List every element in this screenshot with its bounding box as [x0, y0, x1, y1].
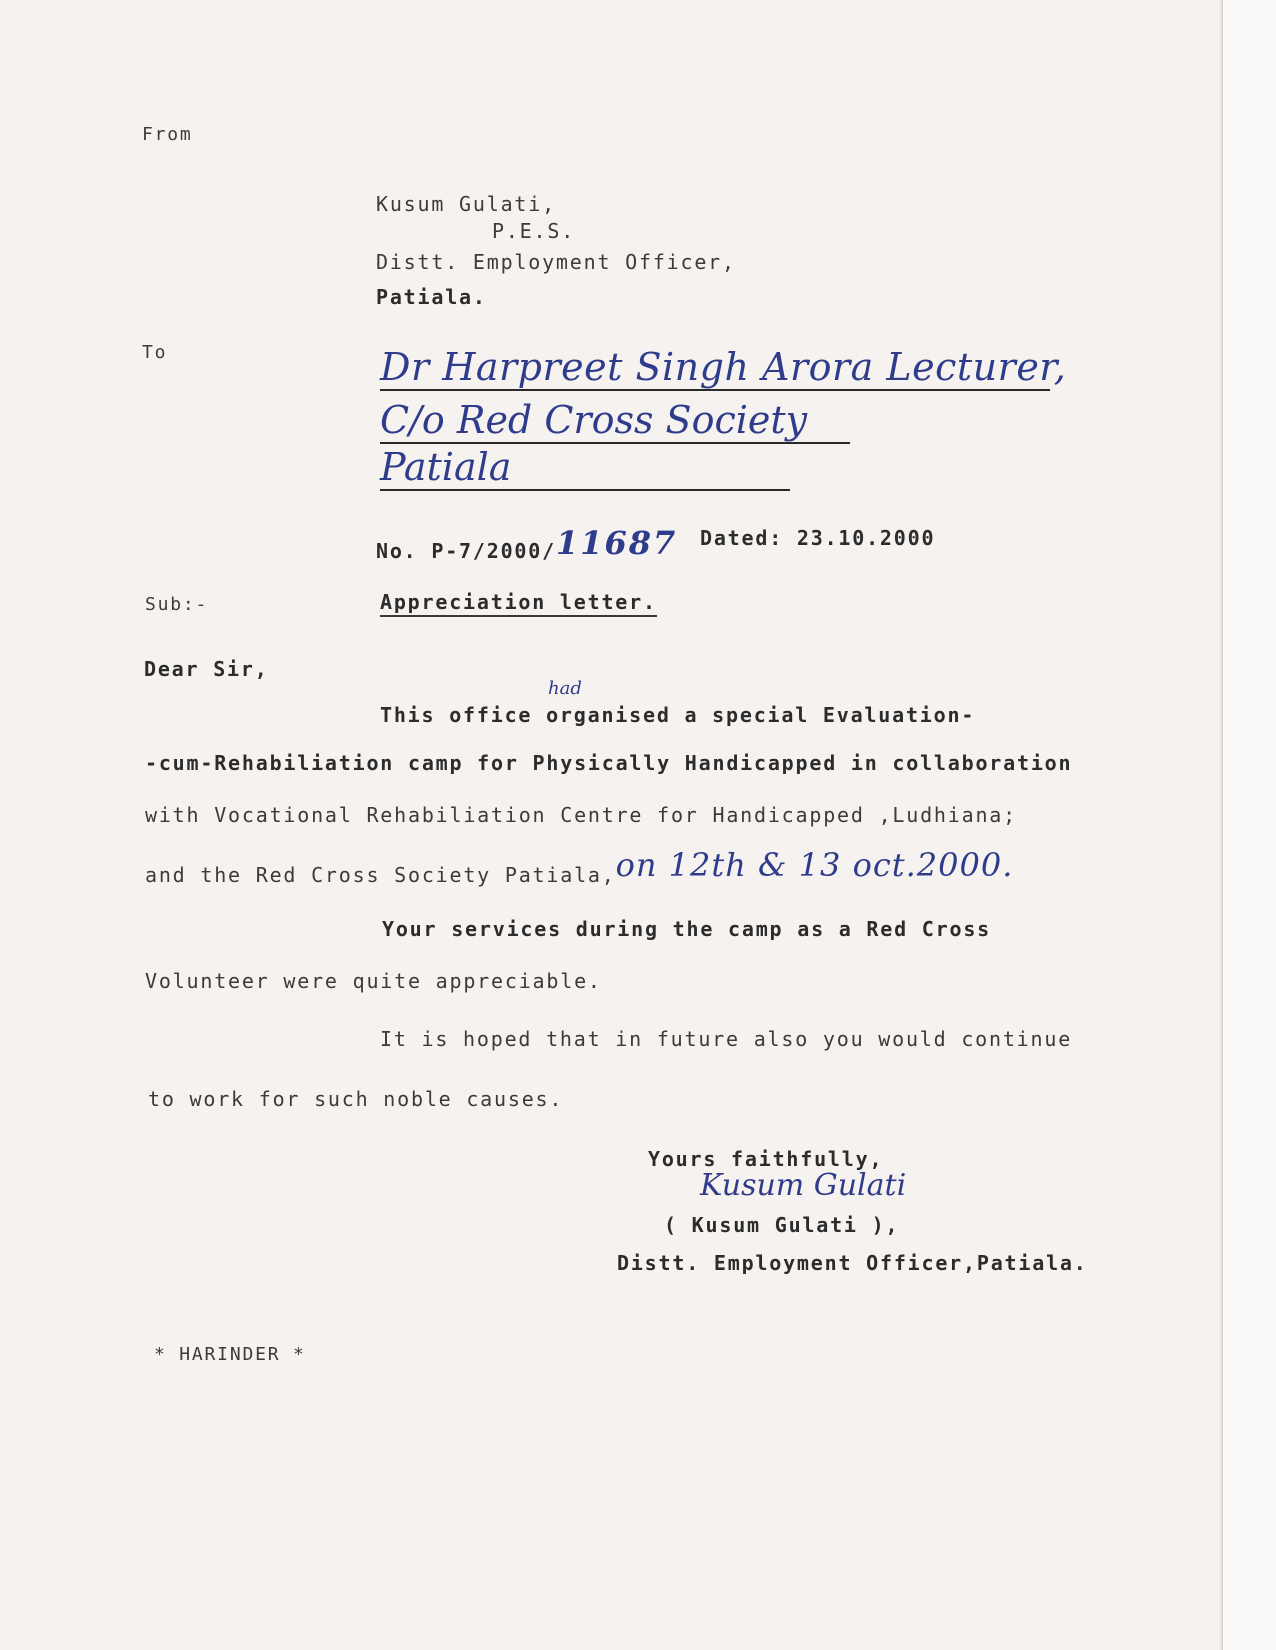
body-p3-line2: to work for such noble causes. — [148, 1087, 564, 1111]
signature: Kusum Gulati — [700, 1168, 907, 1203]
reference-number-typed: No. P-7/2000/ — [376, 539, 556, 563]
recipient-line-2: C/o Red Cross Society — [380, 398, 850, 444]
body-p2-line1: Your services during the camp as a Red Cross — [382, 917, 992, 941]
recipient-line-1: Dr Harpreet Singh Arora Lecturer, — [380, 345, 1067, 389]
body-p3-line1: It is hoped that in future also you would continue — [380, 1027, 1073, 1051]
signer-name: ( Kusum Gulati ), — [664, 1213, 900, 1237]
salutation: Dear Sir, — [144, 657, 269, 681]
body-p1-line2: -cum-Rehabiliation camp for Physically Handicapped in collaboration — [145, 751, 1073, 775]
subject-label: Sub:- — [145, 594, 209, 615]
typist-initials: * HARINDER * — [154, 1344, 306, 1365]
reference-date: Dated: 23.10.2000 — [700, 526, 936, 550]
body-p2-line2: Volunteer were quite appreciable. — [145, 969, 602, 993]
page-edge — [1222, 0, 1276, 1650]
insertion-mark: had — [548, 678, 582, 699]
sender-title: Distt. Employment Officer, — [376, 250, 736, 274]
body-p1-line3: with Vocational Rehabiliation Centre for Handicapped ,Ludhiana; — [145, 803, 1017, 827]
sender-service: P.E.S. — [492, 219, 576, 243]
body-p1-line4 — [145, 846, 1014, 890]
reference-number — [376, 524, 678, 566]
body-p1-line1: This office organised a special Evaluation- — [380, 703, 976, 727]
sender-name: Kusum Gulati, — [376, 192, 556, 216]
body-p1-line4-typed: and the Red Cross Society Patiala, — [145, 863, 616, 887]
complimentary-close: Yours faithfully, — [648, 1147, 884, 1171]
subject-text: Appreciation letter. — [380, 590, 657, 617]
sender-city: Patiala. — [376, 285, 487, 309]
recipient-line-3: Patiala — [380, 445, 790, 491]
body-p1-line4-handwritten: on 12th & 13 oct.2000. — [615, 846, 1014, 884]
from-label: From — [142, 124, 193, 145]
to-label: To — [142, 342, 168, 363]
reference-number-handwritten: 11687 — [555, 524, 678, 562]
signer-designation: Distt. Employment Officer,Patiala. — [617, 1251, 1088, 1275]
